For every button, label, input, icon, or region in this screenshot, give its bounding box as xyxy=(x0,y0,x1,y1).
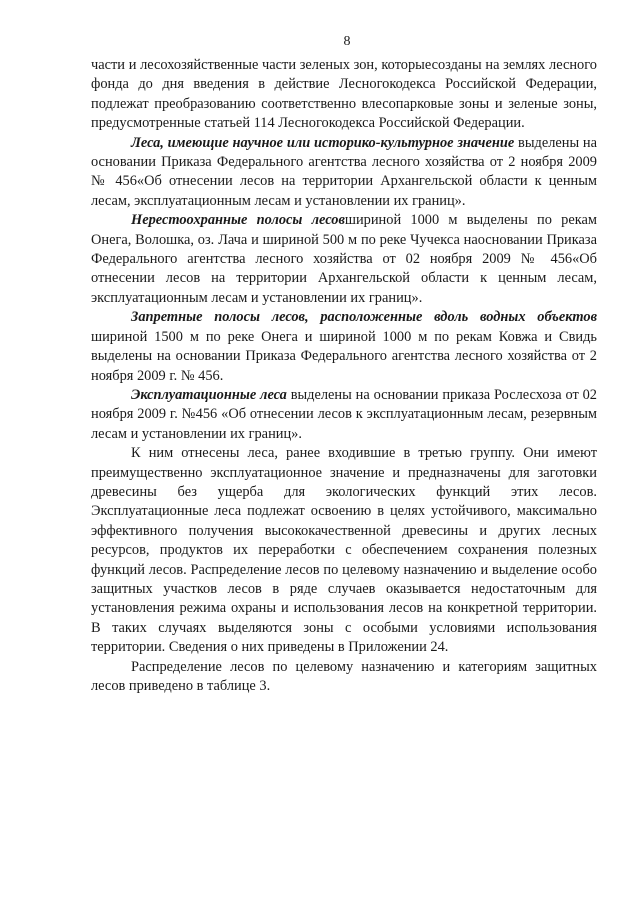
paragraph-exploitation-forests xyxy=(91,386,597,444)
paragraph-spawning-protection xyxy=(91,211,597,308)
paragraph-table-reference xyxy=(91,658,597,697)
paragraph-text: К ним отнесены леса, ранее входившие в третью группу. Они имеют преимущественно эксплуатационное значение и предназначены для заготовки древесины без ущерба для экологических функций этих лесов. Эксплуатационные леса подлежат освоению в целях устойчивого, максимально эффективного получения высококачественной древесины и других лесных ресурсов, продуктов их переработки с обеспечением сохранения полезных функций лесов. Распределение лесов по целевому назначению и выделение особо защитных участков лесов в ряде случаев оказывается недостаточным для установления режима охраны и использования лесов на конкретной территории. В таких случаях выделяются зоны с особыми условиями использования территории. Сведения о них приведены в Приложении 24. xyxy=(91,445,597,656)
paragraph-green-zones xyxy=(91,56,597,134)
document-page xyxy=(91,34,597,696)
paragraph-scientific-forests xyxy=(91,134,597,212)
paragraph-text: Распределение лесов по целевому назначению и категориям защитных лесов приведено в таблице 3. xyxy=(91,658,597,694)
paragraph-prohibited-strips xyxy=(91,308,597,386)
paragraph-text: выделены на основании приказа Рослесхоза от 02 ноября 2009 г. №456 «Об отнесении лесов к эксплуатационным лесам, резервным лесам и установлении их границ». xyxy=(91,386,597,442)
paragraph-lead: Запретные полосы лесов, расположенные вдоль водных объектов xyxy=(131,309,597,326)
paragraph-text: шириной 1000 м выделены по рекам Онега, Волошка, оз. Лача и шириной 500 м по реке Чучекса наосновании Приказа Федерального агентства лесного хозяйства от 02 ноября 2009 № 456«Об отнесении лесов на территории Архангельской области к ценным лесам, эксплуатационным лесам и установлении их границ». xyxy=(91,212,597,306)
paragraph-lead: Леса, имеющие научное или историко-культурное значение xyxy=(131,134,515,151)
page-number: 8 xyxy=(343,34,351,49)
paragraph-text: шириной 1500 м по реке Онега и шириной 1000 м по рекам Ковжа и Свидь выделены на основании Приказа Федерального агентства лесного хозяйства от 2 ноября 2009 г. № 456. xyxy=(91,328,597,384)
paragraph-lead: Эксплуатационные леса xyxy=(131,386,287,403)
paragraph-lead: Нерестоохранные полосы лесов xyxy=(131,212,345,229)
paragraph-text: части и лесохозяйственные части зеленых зон, которыесозданы на землях лесного фонда до дня введения в действие Лесногокодекса Российской Федерации, подлежат преобразованию соответственно влесопарковые зоны и зеленые зоны, предусмотренные статьей 114 Лесногокодекса Российской Федерации. xyxy=(91,57,597,132)
paragraph-text: выделены на основании Приказа Федерального агентства лесного хозяйства от 2 ноября 2009 № 456«Об отнесении лесов на территории Архангельской области к ценным лесам, эксплуатационным лесам и установлении их границ». xyxy=(91,134,597,209)
paragraph-third-group xyxy=(91,444,597,657)
